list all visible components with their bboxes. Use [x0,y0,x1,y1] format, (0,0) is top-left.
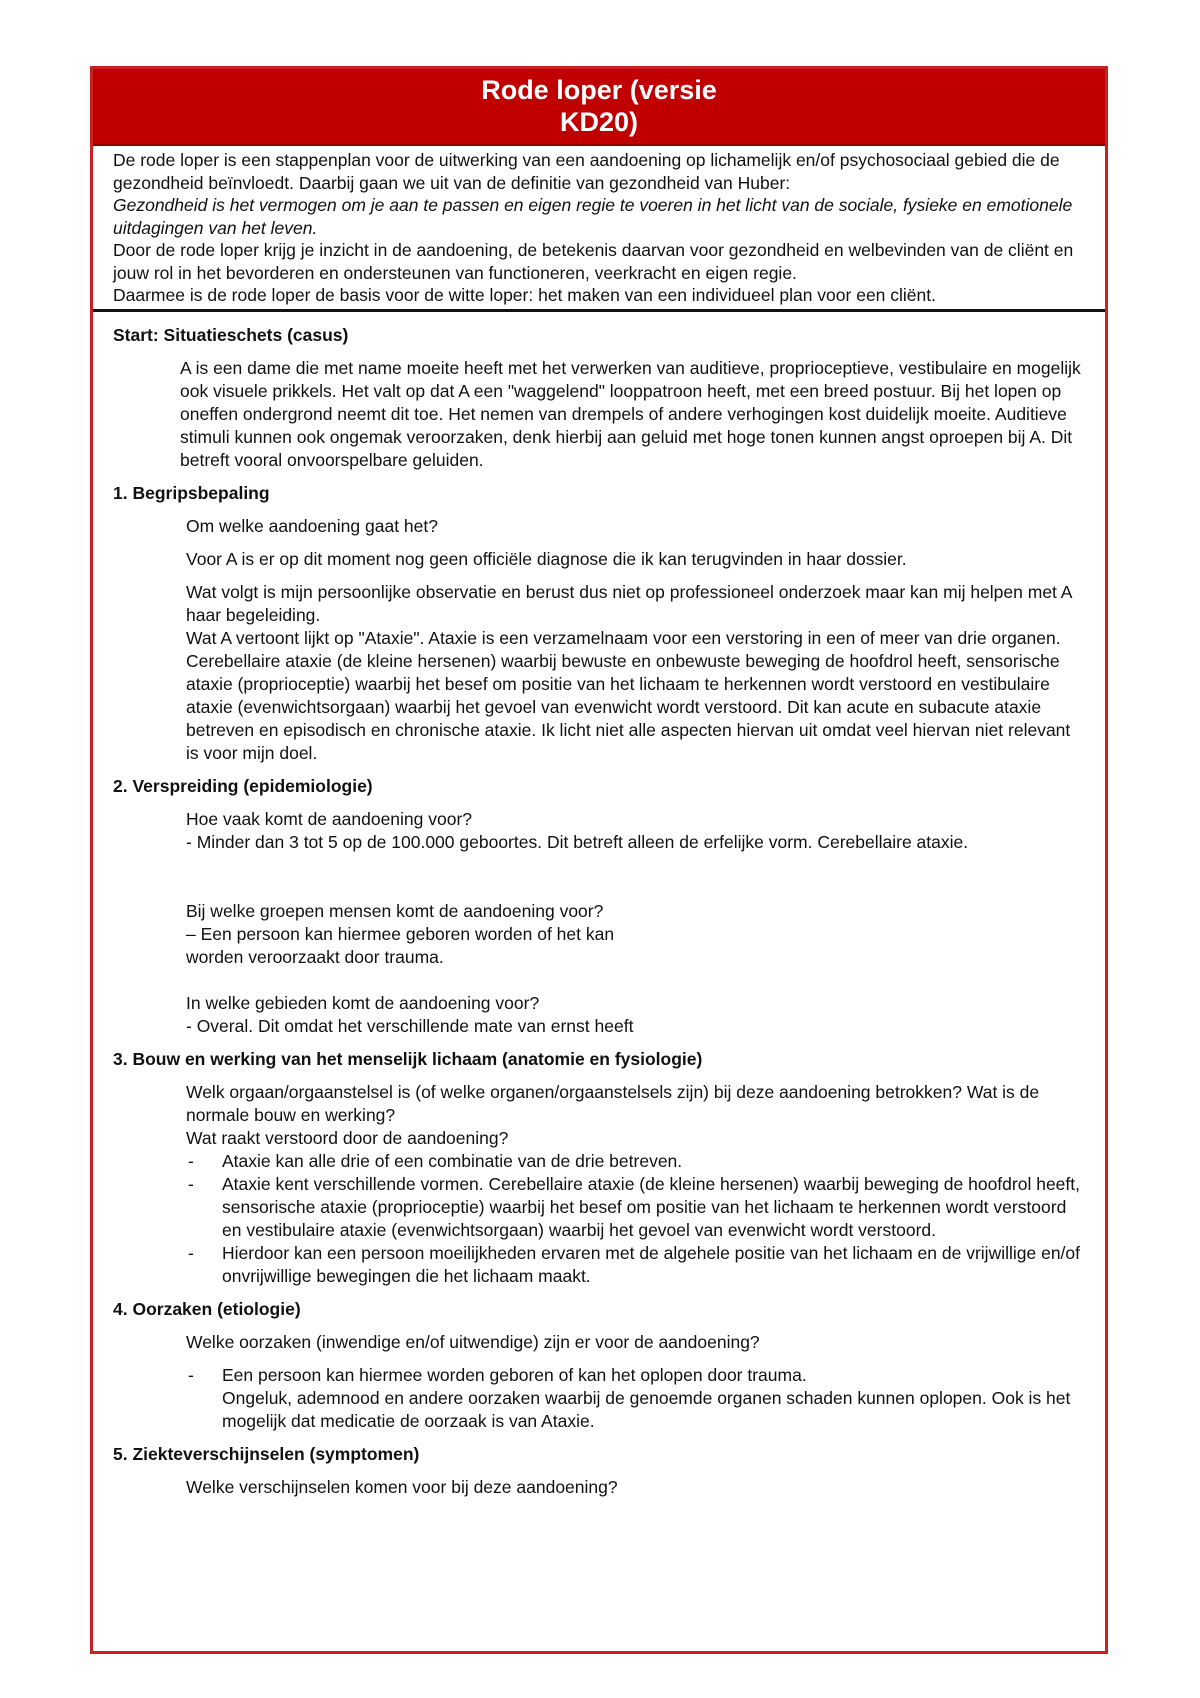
section-heading-5: 5. Ziekteverschijnselen (symptomen) [113,1443,420,1464]
page-title-line-1: Rode loper (versie [481,75,717,105]
section-2-answer-2: – Een persoon kan hiermee geboren worden of het kan worden veroorzaakt door trauma. [186,923,615,967]
section-2-question-2: Bij welke groepen mensen komt de aandoening voor? [186,900,604,921]
section-heading-4: 4. Oorzaken (etiologie) [113,1298,301,1319]
section-heading-3: 3. Bouw en werking van het menselijk lichaam (anatomie en fysiologie) [113,1048,703,1069]
section-1-body [113,515,1085,765]
section-2-answer-3: - Overal. Dit omdat het verschillende mate van ernst heeft [186,1015,634,1036]
section-1-answer-3: Wat A vertoont lijkt op "Ataxie". Ataxie is een verzamelnaam voor een verstoring in een of meer van drie organen. Cerebellaire ataxie (de kleine hersenen) waarbij bewuste en onbewuste beweging de hoofdrol heeft, sensorische ataxie (proprioceptie) waarbij het besef om positie van het lichaam te herkennen wordt verstoord en vestibulaire ataxie (evenwichtsorgaan) waarbij het gevoel van evenwicht wordt verstoord. Dit kan acute en subacute ataxie betreven en episodisch en chronische ataxie. Ik licht niet alle aspecten hiervan uit omdat veel hiervan niet relevant is voor mijn doel. [186,627,1071,763]
section-1-answer-1: Voor A is er op dit moment nog geen officiële diagnose die ik kan terugvinden in haar dossier. [186,548,907,569]
section-heading-2: 2. Verspreiding (epidemiologie) [113,775,373,796]
section-2-question-3: In welke gebieden komt de aandoening voor? [186,992,540,1013]
title-banner [93,69,1105,146]
intro-block [93,146,1105,312]
section-4-body [113,1331,1085,1433]
section-3-question-2: Wat raakt verstoord door de aandoening? [186,1127,509,1148]
list-item: - Hierdoor kan een persoon moeilijkheden ervaren met de algehele positie van het lichaam en de vrijwillige en/of onvrijwillige bewegingen die het lichaam maakt. [186,1242,1085,1288]
list-item: - Ataxie kan alle drie of een combinatie van de drie betreven. [186,1150,1085,1173]
section-3-question-1: Welk orgaan/orgaanstelsel is (of welke organen/orgaanstelsels zijn) bij deze aandoening betrokken? Wat is de normale bouw en werking? [186,1081,1040,1125]
intro-paragraph-1: De rode loper is een stappenplan voor de uitwerking van een aandoening op lichamelijk en/of psychosociaal gebied die de gezondheid beïnvloedt. Daarbij gaan we uit van de definitie van gezondheid van Huber: [113,150,1060,193]
section-3-list [186,1150,1085,1288]
section-4-question: Welke oorzaken (inwendige en/of uitwendige) zijn er voor de aandoening? [186,1331,760,1352]
section-3-body [113,1081,1085,1288]
section-1-answer-2: Wat volgt is mijn persoonlijke observatie en berust dus niet op professioneel onderzoek maar kan mij helpen met A haar begeleiding. [186,581,1072,625]
intro-paragraph-2: Door de rode loper krijg je inzicht in de aandoening, de betekenis daarvan voor gezondheid en welbevinden van de cliënt en jouw rol in het bevorderen en ondersteunen van functioneren, veerkracht en eigen regie. [113,240,1074,283]
page-title-line-2: KD20) [559,107,639,137]
section-1-question: Om welke aandoening gaat het? [186,515,438,536]
case-description: A is een dame die met name moeite heeft met het verwerken van auditieve, proprioceptieve, vestibulaire en mogelijk ook visuele prikkels. Het valt op dat A een "waggelend" looppatroon heeft, met een breed postuur. Bij het lopen op oneffen ondergrond neemt dit toe. Het nemen van drempels of andere verhogingen kost duidelijk moeite. Auditieve stimuli kunnen ook ongemak veroorzaken, denk hierbij aan geluid met hoge tonen kunnen angst oproepen bij A. Dit betreft vooral onvoorspelbare geluiden. [180,357,1081,470]
health-definition: Gezondheid is het vermogen om je aan te passen en eigen regie te voeren in het licht van de sociale, fysieke en emotionele uitdagingen van het leven. [113,195,1073,238]
section-5-question: Welke verschijnselen komen voor bij deze aandoening? [186,1476,618,1497]
content-body [93,312,1105,1499]
section-2-body [113,808,1085,1038]
list-item [186,1364,1085,1433]
section-4-item-line-1: - Een persoon kan hiermee worden geboren of kan het oplopen door trauma. [222,1364,807,1385]
section-4-list [186,1364,1085,1433]
section-5-body [113,1476,1085,1499]
section-4-item-line-2: Ongeluk, ademnood en andere oorzaken waarbij de genoemde organen schaden kunnen oplopen. Ook is het mogelijk dat medicatie de oorzaak is van Ataxie. [222,1387,1071,1431]
section-heading-start: Start: Situatieschets (casus) [113,324,349,345]
section-start-body [113,357,1085,472]
section-2-answer-1: - Minder dan 3 tot 5 op de 100.000 geboortes. Dit betreft alleen de erfelijke vorm. Cerebellaire ataxie. [186,831,969,852]
section-heading-1: 1. Begripsbepaling [113,482,270,503]
document-frame [90,66,1108,1654]
list-item: - Ataxie kent verschillende vormen. Cerebellaire ataxie (de kleine hersenen) waarbij beweging de hoofdrol heeft, sensorische ataxie (proprioceptie) waarbij het besef om positie van het lichaam te herkennen wordt verstoord en vestibulaire ataxie (evenwichtsorgaan) waarbij het gevoel van evenwicht wordt verstoord. [186,1173,1085,1242]
section-2-question-1: Hoe vaak komt de aandoening voor? [186,808,473,829]
intro-paragraph-3: Daarmee is de rode loper de basis voor de witte loper: het maken van een individueel plan voor een cliënt. [113,285,936,305]
